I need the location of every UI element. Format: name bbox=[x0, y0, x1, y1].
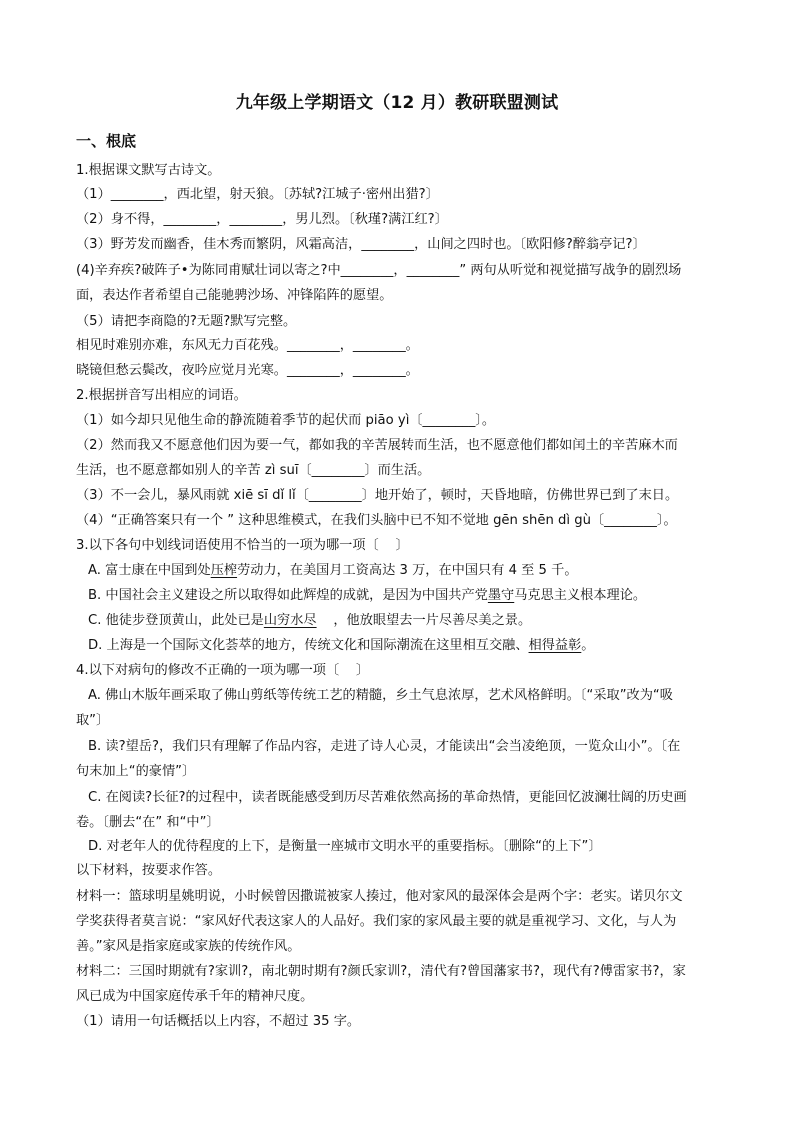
material-intro: 以下材料，按要求作答。 bbox=[76, 863, 222, 878]
question-3-option-b bbox=[88, 587, 646, 605]
question-4-option-d: D. 对老年人的优待程度的上下，是衡量一座城市文明水平的重要指标。〔删除“的上下”〕 bbox=[88, 839, 602, 854]
question-4-option-a-line-2: 取”〕 bbox=[76, 713, 110, 728]
question-1-stem: 1.根据课文默写古诗文。 bbox=[76, 163, 221, 178]
question-3-option-a bbox=[88, 562, 578, 580]
question-1-item-4-line-2: 面，表达作者希望自己能驰骋沙场、冲锋陷阵的愿望。 bbox=[76, 288, 393, 303]
question-4-option-a-line-1: A. 佛山木版年画采取了佛山剪纸等传统工艺的精髓，乡土气息浓厚，艺术风格鲜明。〔“采取”改为“吸 bbox=[88, 688, 673, 703]
question-4-option-b-line-1: B. 读?望岳?，我们只有理解了作品内容，走进了诗人心灵，才能读出“会当凌绝顶，一览众山小”。〔在 bbox=[88, 739, 681, 754]
question-2-item-2-line-1: （2）然而我又不愿意他们因为要一气，都如我的辛苦展转而生活，也不愿意他们都如闰土的辛苦麻木而 bbox=[76, 438, 678, 453]
question-1-item-4-line-1: (4)辛弃疾?破阵子•为陈同甫赋壮词以寄之?中________，________” 两句从听觉和视觉描写战争的剧烈场 bbox=[76, 263, 682, 278]
question-4-stem: 4.以下对病句的修改不正确的一项为哪一项〔 〕 bbox=[76, 663, 370, 678]
question-2-item-4: （4）“正确答案只有一个 ” 这种思维模式，在我们头脑中已不知不觉地 gēn shēn dì gù〔________〕。 bbox=[76, 513, 677, 528]
option-b-underlined: 墨守 bbox=[487, 588, 515, 603]
option-c-text-end: ，他放眼望去一片尽善尽美之景。 bbox=[316, 613, 532, 628]
option-a-text-end: 劳动力，在美国月工资高达 3 万，在中国只有 4 至 5 千。 bbox=[237, 563, 578, 578]
option-c-underlined: 山穷水尽 bbox=[263, 613, 317, 628]
option-d-text-end: 。 bbox=[581, 638, 595, 653]
page-title: 九年级上学期语文（12 月）教研联盟测试 bbox=[235, 93, 559, 113]
question-1-item-5-line-a: 相见时难别亦难，东风无力百花残。________，________。 bbox=[76, 338, 419, 353]
option-a-text: A. 富士康在中国到处 bbox=[88, 563, 211, 578]
option-d-text: D. 上海是一个国际文化荟萃的地方，传统文化和国际潮流在这里相互交融、 bbox=[88, 638, 529, 653]
question-4-option-c-line-1: C. 在阅读?长征?的过程中，读者既能感受到历尽苦难依然高扬的革命热情，更能回忆波澜壮阔的历史画 bbox=[88, 790, 687, 805]
question-1-item-1: （1）________，西北望，射天狼。〔苏轼?江城子·密州出猎?〕 bbox=[76, 187, 439, 202]
question-1-item-3: （3）野芳发而幽香，佳木秀而繁阴，风霜高洁，________，山间之四时也。〔欧阳修?醉翁亭记?〕 bbox=[76, 237, 646, 252]
question-4-option-b-line-2: 句末加上“的豪情”〕 bbox=[76, 764, 196, 779]
question-3-stem: 3.以下各句中划线词语使用不恰当的一项为哪一项〔 〕 bbox=[76, 538, 409, 553]
question-3-option-d bbox=[88, 637, 594, 655]
option-b-text: B. 中国社会主义建设之所以取得如此辉煌的成就，是因为中国共产党 bbox=[88, 588, 488, 603]
question-1-item-5: （5）请把李商隐的?无题?默写完整。 bbox=[76, 314, 297, 329]
material-1-line-3: 善。”家风是指家庭或家族的传统作风。 bbox=[76, 939, 301, 954]
question-3-option-c bbox=[88, 612, 531, 630]
option-c-text: C. 他徒步登顶黄山，此处已是 bbox=[88, 613, 264, 628]
option-b-text-end: 马克思主义根本理论。 bbox=[514, 588, 647, 603]
material-2-line-1: 材料二：三国时期就有?家训?，南北朝时期有?颜氏家训?，清代有?曾国藩家书?，现代有?傅雷家书?，家 bbox=[76, 964, 686, 979]
question-2-stem: 2.根据拼音写出相应的词语。 bbox=[76, 388, 247, 403]
question-1-item-5-line-b: 晓镜但愁云鬓改，夜吟应觉月光寒。________，________。 bbox=[76, 363, 419, 378]
question-4-option-c-line-2: 卷。〔删去“在” 和“中”〕 bbox=[76, 815, 220, 830]
question-2-item-1: （1）如今却只见他生命的静流随着季节的起伏而 piāo yì〔________〕。 bbox=[76, 413, 496, 428]
material-1-line-1: 材料一：篮球明星姚明说，小时候曾因撒谎被家人揍过，他对家风的最深体会是两个字：老实。诺贝尔文 bbox=[76, 889, 683, 904]
question-2-item-3: （3）不一会儿，暴风雨就 xiē sī dǐ lǐ〔________〕地开始了，顿时，天昏地暗，仿佛世界已到了末日。 bbox=[76, 488, 679, 503]
material-2-line-2: 风已成为中国家庭传承千年的精神尺度。 bbox=[76, 989, 314, 1004]
section-heading: 一、根底 bbox=[76, 132, 137, 150]
option-d-underlined: 相得益彰 bbox=[528, 638, 582, 653]
option-a-underlined: 压榨 bbox=[210, 563, 238, 578]
question-1-item-2: （2）身不得，________，________，男儿烈。〔秋瑾?满江红?〕 bbox=[76, 212, 448, 227]
question-2-item-2-line-2: 生活，也不愿意都如别人的辛苦 zì suī〔________〕而生活。 bbox=[76, 463, 431, 478]
material-question-1: （1）请用一句话概括以上内容，不超过 35 字。 bbox=[76, 1014, 361, 1029]
material-1-line-2: 学奖获得者莫言说：“家风好代表这家人的人品好。我们家的家风最主要的就是重视学习、文化，与人为 bbox=[76, 914, 677, 929]
